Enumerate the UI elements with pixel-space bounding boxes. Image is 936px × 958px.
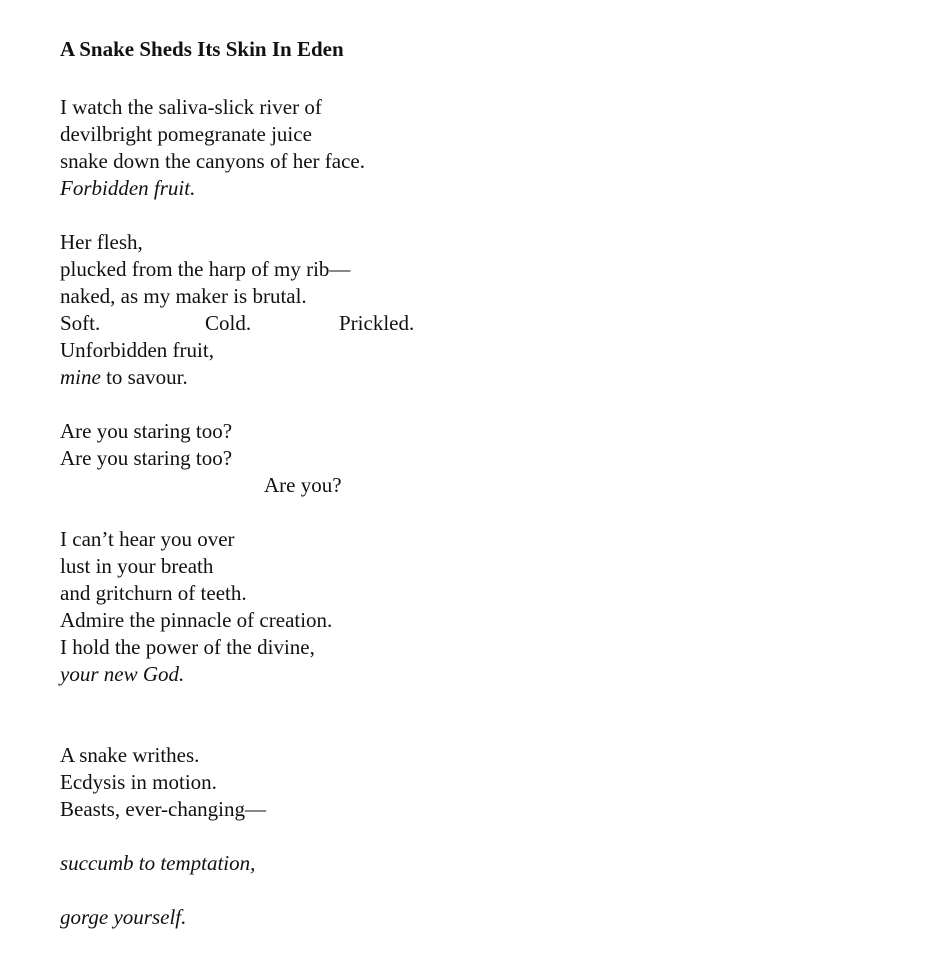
- poem-line-tail-1: succumb to temptation,: [60, 851, 256, 875]
- poem-line: Beasts, ever-changing—: [60, 797, 267, 821]
- poem-line-indented: Are you?: [264, 473, 342, 497]
- stanza-4: [60, 526, 880, 688]
- poem-line: A snake writhes.: [60, 743, 200, 767]
- poem-line: lust in your breath: [60, 554, 214, 578]
- poem-line: Are you staring too?: [60, 446, 233, 470]
- poem-line: Are you staring too?: [60, 419, 233, 443]
- poem-line: [60, 364, 880, 391]
- poem-line: I hold the power of the divine,: [60, 635, 315, 659]
- poem-line-spaced: [60, 310, 880, 337]
- poem-line: Unforbidden fruit,: [60, 338, 214, 362]
- poem-line: Her flesh,: [60, 230, 143, 254]
- stanza-3: [60, 418, 880, 499]
- stanza-1: [60, 94, 880, 202]
- poem-line: naked, as my maker is brutal.: [60, 284, 307, 308]
- poem-line: snake down the canyons of her face.: [60, 149, 365, 173]
- poem-line: Ecdysis in motion.: [60, 770, 217, 794]
- word-cold: Cold.: [205, 311, 252, 335]
- line-rest: to savour.: [100, 365, 188, 389]
- poem-line: Forbidden fruit.: [60, 176, 196, 200]
- poem-line: I can’t hear you over: [60, 527, 235, 551]
- word-mine: mine: [60, 365, 101, 389]
- word-prickled: Prickled.: [339, 311, 415, 335]
- stanza-2: [60, 229, 880, 391]
- poem-line: devilbright pomegranate juice: [60, 122, 312, 146]
- poem-line: I watch the saliva-slick river of: [60, 95, 322, 119]
- poem-title: A Snake Sheds Its Skin In Eden: [60, 37, 344, 61]
- poem-page: [60, 34, 880, 958]
- poem-line-tail-2: gorge yourself.: [60, 905, 187, 929]
- poem-line: your new God.: [60, 662, 185, 686]
- poem-line: Admire the pinnacle of creation.: [60, 608, 333, 632]
- stanza-5: [60, 742, 880, 823]
- word-soft: Soft.: [60, 311, 101, 335]
- poem-line: plucked from the harp of my rib—: [60, 257, 351, 281]
- poem-line: and gritchurn of teeth.: [60, 581, 247, 605]
